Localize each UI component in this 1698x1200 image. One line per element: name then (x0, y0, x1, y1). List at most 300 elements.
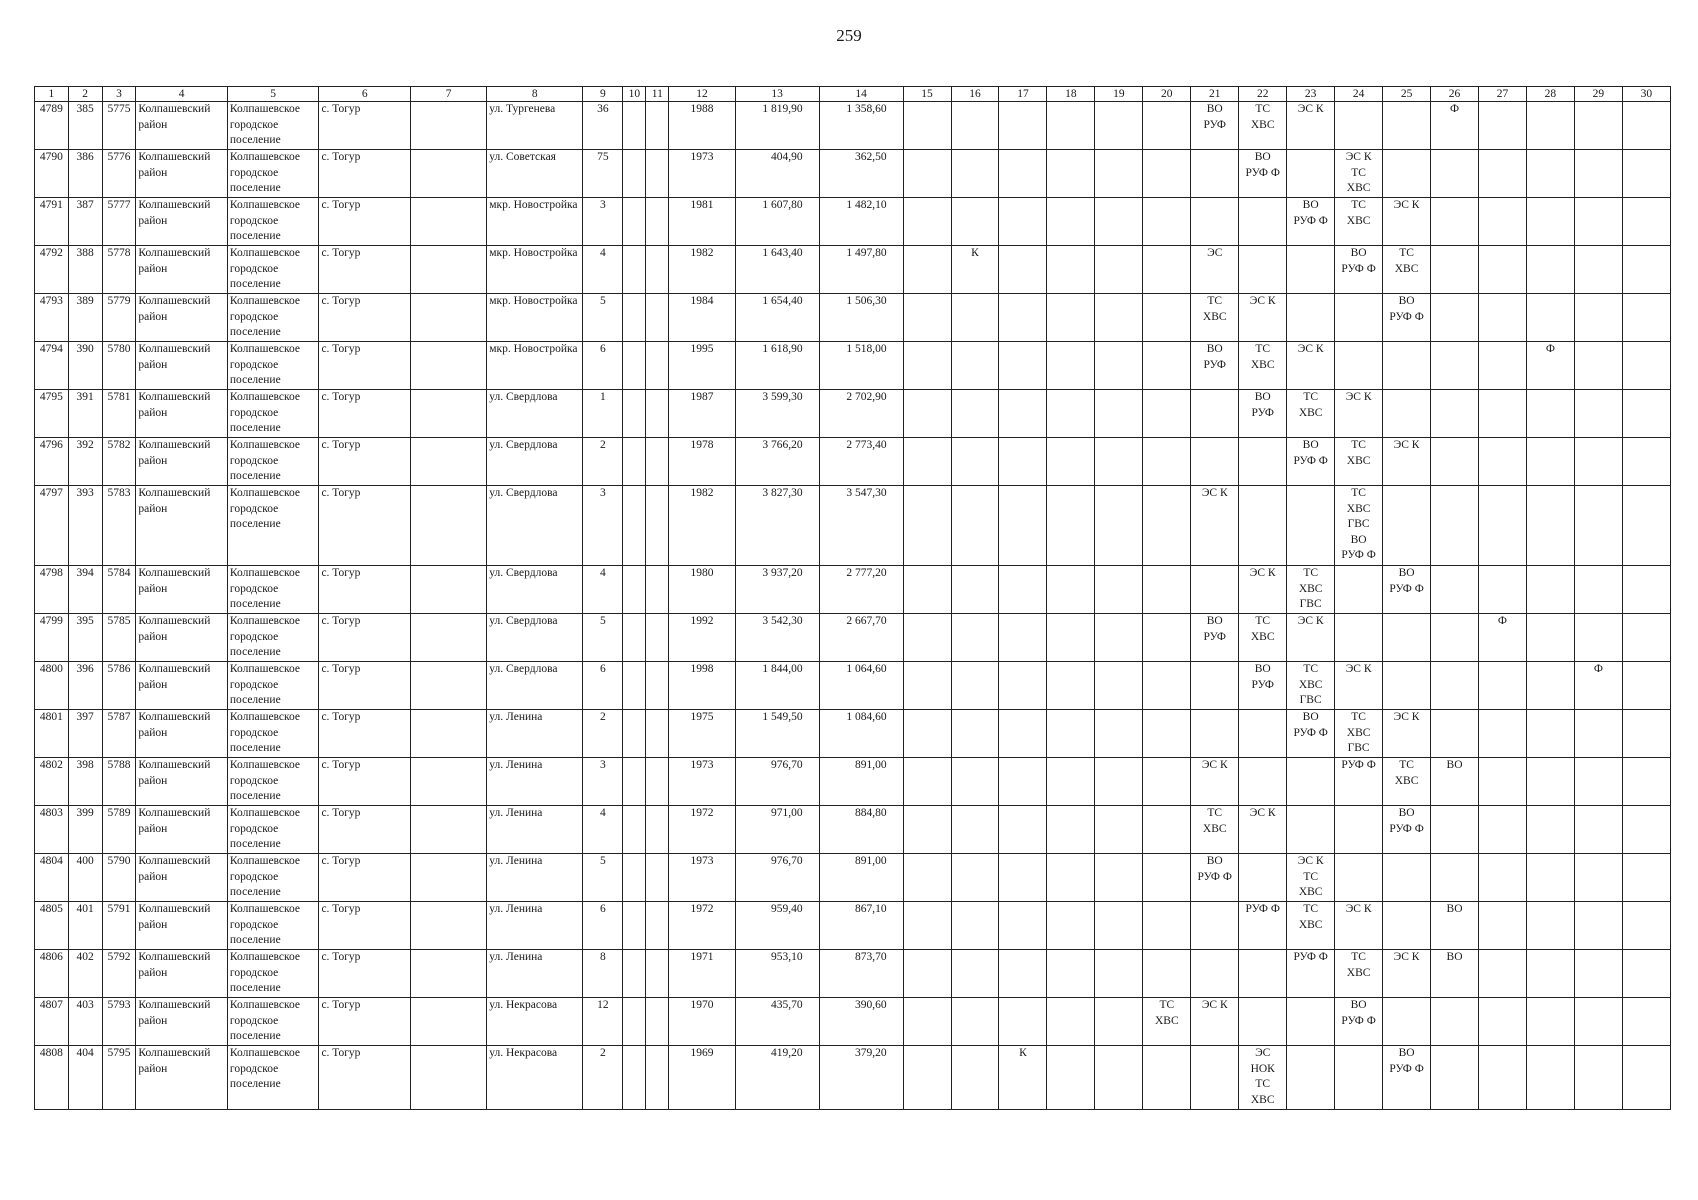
locality-cell: с. Тогур (319, 390, 411, 438)
work-column-24-cell (1335, 806, 1383, 854)
table-row (35, 102, 1671, 150)
table-row (35, 614, 1671, 662)
total-area-cell: 953,10 (735, 950, 819, 998)
district-cell: Колпашевский район (136, 438, 228, 486)
locality-cell: с. Тогур (319, 342, 411, 390)
table-row (35, 438, 1671, 486)
column-11-cell (646, 806, 669, 854)
column-7-cell (410, 294, 486, 342)
settlement-cell: Колпашевское городское поселение (227, 1046, 319, 1110)
settlement-cell: Колпашевское городское поселение (227, 998, 319, 1046)
street-cell: ул. Свердлова (487, 662, 583, 710)
work-column-15-cell (903, 486, 951, 566)
living-area-cell: 891,00 (819, 854, 903, 902)
work-column-20-cell (1143, 902, 1191, 950)
column-10-cell (623, 246, 646, 294)
house-number-cell: 1 (583, 390, 623, 438)
work-column-25-cell: ВО РУФ Ф (1383, 294, 1431, 342)
locality-cell: с. Тогур (319, 246, 411, 294)
row-index: 4796 (35, 438, 69, 486)
street-cell: ул. Советская (487, 150, 583, 198)
column-11-cell (646, 1046, 669, 1110)
house-number-cell: 4 (583, 246, 623, 294)
work-column-24-cell: ТС ХВС (1335, 438, 1383, 486)
district-cell: Колпашевский район (136, 902, 228, 950)
column-11-cell (646, 198, 669, 246)
house-number-cell: 2 (583, 710, 623, 758)
total-area-cell: 1 607,80 (735, 198, 819, 246)
column-10-cell (623, 342, 646, 390)
row-index: 4794 (35, 342, 69, 390)
total-area-cell: 3 937,20 (735, 566, 819, 614)
work-column-23-cell (1287, 1046, 1335, 1110)
district-cell: Колпашевский район (136, 806, 228, 854)
work-column-26-cell (1431, 614, 1479, 662)
locality-cell: с. Тогур (319, 806, 411, 854)
column-number-header: 3 (102, 87, 136, 102)
work-column-29-cell (1574, 438, 1622, 486)
table-row (35, 342, 1671, 390)
record-id: 5785 (102, 614, 136, 662)
work-column-20-cell (1143, 438, 1191, 486)
work-column-23-cell (1287, 150, 1335, 198)
year-cell: 1992 (669, 614, 735, 662)
settlement-cell: Колпашевское городское поселение (227, 614, 319, 662)
work-column-22-cell: ВО РУФ Ф (1239, 150, 1287, 198)
column-11-cell (646, 950, 669, 998)
work-column-28-cell (1526, 150, 1574, 198)
work-column-18-cell (1047, 998, 1095, 1046)
work-column-28-cell (1526, 438, 1574, 486)
living-area-cell: 2 773,40 (819, 438, 903, 486)
work-column-21-cell: ЭС К (1191, 998, 1239, 1046)
work-column-22-cell (1239, 198, 1287, 246)
work-column-23-cell (1287, 486, 1335, 566)
work-column-18-cell (1047, 438, 1095, 486)
work-column-30-cell (1622, 806, 1670, 854)
work-column-26-cell: ВО (1431, 758, 1479, 806)
row-index: 4792 (35, 246, 69, 294)
work-column-24-cell: ЭС К (1335, 662, 1383, 710)
total-area-cell: 1 618,90 (735, 342, 819, 390)
column-number-header: 5 (227, 87, 319, 102)
work-column-26-cell (1431, 806, 1479, 854)
work-column-19-cell (1095, 342, 1143, 390)
work-column-19-cell (1095, 390, 1143, 438)
work-column-23-cell: ВО РУФ Ф (1287, 198, 1335, 246)
locality-cell: с. Тогур (319, 150, 411, 198)
work-column-29-cell (1574, 102, 1622, 150)
house-number-cell: 75 (583, 150, 623, 198)
row-subindex: 395 (68, 614, 102, 662)
work-column-20-cell (1143, 806, 1191, 854)
work-column-23-cell (1287, 998, 1335, 1046)
locality-cell: с. Тогур (319, 566, 411, 614)
column-10-cell (623, 902, 646, 950)
total-area-cell: 435,70 (735, 998, 819, 1046)
work-column-23-cell: ТС ХВС ГВС (1287, 566, 1335, 614)
work-column-20-cell (1143, 614, 1191, 662)
house-number-cell: 2 (583, 438, 623, 486)
year-cell: 1980 (669, 566, 735, 614)
table-row (35, 198, 1671, 246)
settlement-cell: Колпашевское городское поселение (227, 854, 319, 902)
record-id: 5777 (102, 198, 136, 246)
total-area-cell: 3 599,30 (735, 390, 819, 438)
work-column-24-cell (1335, 342, 1383, 390)
work-column-25-cell (1383, 854, 1431, 902)
column-7-cell (410, 998, 486, 1046)
table-row (35, 710, 1671, 758)
work-column-19-cell (1095, 246, 1143, 294)
work-column-28-cell (1526, 950, 1574, 998)
settlement-cell: Колпашевское городское поселение (227, 566, 319, 614)
work-column-16-cell (951, 486, 999, 566)
work-column-15-cell (903, 998, 951, 1046)
street-cell: ул. Свердлова (487, 566, 583, 614)
work-column-21-cell: ВО РУФ Ф (1191, 854, 1239, 902)
settlement-cell: Колпашевское городское поселение (227, 662, 319, 710)
column-10-cell (623, 854, 646, 902)
work-column-26-cell (1431, 246, 1479, 294)
living-area-cell: 2 777,20 (819, 566, 903, 614)
work-column-28-cell (1526, 710, 1574, 758)
work-column-29-cell (1574, 614, 1622, 662)
work-column-30-cell (1622, 854, 1670, 902)
table-row (35, 806, 1671, 854)
work-column-22-cell: ЭС К (1239, 294, 1287, 342)
work-column-22-cell: ЭС К (1239, 566, 1287, 614)
district-cell: Колпашевский район (136, 486, 228, 566)
work-column-16-cell (951, 150, 999, 198)
work-column-16-cell (951, 198, 999, 246)
work-column-27-cell (1479, 758, 1527, 806)
work-column-24-cell: ТС ХВС (1335, 950, 1383, 998)
settlement-cell: Колпашевское городское поселение (227, 710, 319, 758)
work-column-23-cell: ВО РУФ Ф (1287, 710, 1335, 758)
work-column-16-cell (951, 758, 999, 806)
work-column-18-cell (1047, 102, 1095, 150)
column-10-cell (623, 566, 646, 614)
living-area-cell: 1 482,10 (819, 198, 903, 246)
row-index: 4804 (35, 854, 69, 902)
district-cell: Колпашевский район (136, 758, 228, 806)
row-subindex: 385 (68, 102, 102, 150)
settlement-cell: Колпашевское городское поселение (227, 342, 319, 390)
column-10-cell (623, 950, 646, 998)
locality-cell: с. Тогур (319, 486, 411, 566)
work-column-17-cell (999, 150, 1047, 198)
work-column-21-cell (1191, 198, 1239, 246)
work-column-29-cell (1574, 486, 1622, 566)
table-row (35, 246, 1671, 294)
street-cell: ул. Свердлова (487, 390, 583, 438)
work-column-29-cell (1574, 902, 1622, 950)
work-column-30-cell (1622, 614, 1670, 662)
work-column-17-cell (999, 294, 1047, 342)
work-column-28-cell (1526, 806, 1574, 854)
work-column-24-cell: РУФ Ф (1335, 758, 1383, 806)
column-11-cell (646, 342, 669, 390)
total-area-cell: 1 549,50 (735, 710, 819, 758)
work-column-29-cell (1574, 342, 1622, 390)
district-cell: Колпашевский район (136, 198, 228, 246)
row-index: 4808 (35, 1046, 69, 1110)
work-column-28-cell (1526, 854, 1574, 902)
work-column-21-cell: ТС ХВС (1191, 294, 1239, 342)
table-row (35, 150, 1671, 198)
house-number-cell: 6 (583, 902, 623, 950)
year-cell: 1982 (669, 486, 735, 566)
column-number-header: 23 (1287, 87, 1335, 102)
work-column-26-cell (1431, 854, 1479, 902)
locality-cell: с. Тогур (319, 950, 411, 998)
work-column-28-cell (1526, 1046, 1574, 1110)
year-cell: 1984 (669, 294, 735, 342)
row-subindex: 390 (68, 342, 102, 390)
work-column-26-cell: ВО (1431, 950, 1479, 998)
work-column-21-cell: ВО РУФ (1191, 342, 1239, 390)
work-column-25-cell (1383, 998, 1431, 1046)
row-subindex: 396 (68, 662, 102, 710)
work-column-17-cell (999, 758, 1047, 806)
table-row (35, 294, 1671, 342)
work-column-29-cell (1574, 950, 1622, 998)
year-cell: 1982 (669, 246, 735, 294)
work-column-16-cell (951, 102, 999, 150)
column-number-header: 1 (35, 87, 69, 102)
column-7-cell (410, 758, 486, 806)
work-column-30-cell (1622, 342, 1670, 390)
settlement-cell: Колпашевское городское поселение (227, 806, 319, 854)
work-column-22-cell: ВО РУФ (1239, 390, 1287, 438)
work-column-23-cell (1287, 806, 1335, 854)
work-column-18-cell (1047, 710, 1095, 758)
column-11-cell (646, 566, 669, 614)
column-11-cell (646, 662, 669, 710)
work-column-16-cell (951, 390, 999, 438)
work-column-24-cell: ТС ХВС ГВС (1335, 710, 1383, 758)
work-column-18-cell (1047, 198, 1095, 246)
work-column-24-cell (1335, 614, 1383, 662)
column-7-cell (410, 150, 486, 198)
year-cell: 1987 (669, 390, 735, 438)
work-column-17-cell (999, 390, 1047, 438)
work-column-25-cell: ВО РУФ Ф (1383, 1046, 1431, 1110)
work-column-28-cell (1526, 662, 1574, 710)
year-cell: 1998 (669, 662, 735, 710)
work-column-25-cell: ЭС К (1383, 950, 1431, 998)
locality-cell: с. Тогур (319, 614, 411, 662)
work-column-23-cell: ЭС К (1287, 102, 1335, 150)
work-column-30-cell (1622, 102, 1670, 150)
work-column-17-cell (999, 198, 1047, 246)
work-column-27-cell (1479, 806, 1527, 854)
column-11-cell (646, 758, 669, 806)
work-column-27-cell (1479, 566, 1527, 614)
settlement-cell: Колпашевское городское поселение (227, 486, 319, 566)
row-subindex: 397 (68, 710, 102, 758)
work-column-15-cell (903, 150, 951, 198)
locality-cell: с. Тогур (319, 1046, 411, 1110)
work-column-17-cell (999, 486, 1047, 566)
column-number-header: 7 (410, 87, 486, 102)
work-column-27-cell (1479, 198, 1527, 246)
work-column-28-cell (1526, 294, 1574, 342)
record-id: 5793 (102, 998, 136, 1046)
work-column-22-cell: РУФ Ф (1239, 902, 1287, 950)
house-number-cell: 5 (583, 294, 623, 342)
work-column-29-cell: Ф (1574, 662, 1622, 710)
district-cell: Колпашевский район (136, 246, 228, 294)
record-id: 5782 (102, 438, 136, 486)
work-column-21-cell: ВО РУФ (1191, 102, 1239, 150)
work-column-16-cell (951, 806, 999, 854)
column-11-cell (646, 902, 669, 950)
locality-cell: с. Тогур (319, 438, 411, 486)
work-column-25-cell: ТС ХВС (1383, 246, 1431, 294)
work-column-27-cell (1479, 710, 1527, 758)
work-column-28-cell (1526, 566, 1574, 614)
column-7-cell (410, 486, 486, 566)
work-column-28-cell (1526, 486, 1574, 566)
house-number-cell: 6 (583, 342, 623, 390)
work-column-20-cell (1143, 566, 1191, 614)
work-column-29-cell (1574, 294, 1622, 342)
row-subindex: 389 (68, 294, 102, 342)
work-column-16-cell (951, 998, 999, 1046)
work-column-21-cell (1191, 150, 1239, 198)
work-column-16-cell: К (951, 246, 999, 294)
column-10-cell (623, 294, 646, 342)
column-number-header: 13 (735, 87, 819, 102)
living-area-cell: 873,70 (819, 950, 903, 998)
settlement-cell: Колпашевское городское поселение (227, 758, 319, 806)
work-column-22-cell (1239, 438, 1287, 486)
street-cell: ул. Ленина (487, 710, 583, 758)
house-number-cell: 3 (583, 198, 623, 246)
row-subindex: 399 (68, 806, 102, 854)
work-column-15-cell (903, 438, 951, 486)
year-cell: 1973 (669, 854, 735, 902)
locality-cell: с. Тогур (319, 854, 411, 902)
column-11-cell (646, 150, 669, 198)
record-id: 5789 (102, 806, 136, 854)
work-column-27-cell (1479, 390, 1527, 438)
work-column-19-cell (1095, 102, 1143, 150)
work-column-25-cell: ВО РУФ Ф (1383, 806, 1431, 854)
column-7-cell (410, 198, 486, 246)
work-column-18-cell (1047, 390, 1095, 438)
work-column-23-cell: ТС ХВС (1287, 390, 1335, 438)
work-column-21-cell (1191, 438, 1239, 486)
row-subindex: 402 (68, 950, 102, 998)
work-column-26-cell (1431, 150, 1479, 198)
column-number-header: 9 (583, 87, 623, 102)
column-number-header: 24 (1335, 87, 1383, 102)
work-column-19-cell (1095, 662, 1143, 710)
total-area-cell: 1 654,40 (735, 294, 819, 342)
work-column-17-cell (999, 998, 1047, 1046)
column-number-header: 15 (903, 87, 951, 102)
column-11-cell (646, 246, 669, 294)
work-column-15-cell (903, 614, 951, 662)
work-column-20-cell (1143, 390, 1191, 438)
total-area-cell: 404,90 (735, 150, 819, 198)
column-11-cell (646, 390, 669, 438)
table-body (35, 102, 1671, 1110)
row-subindex: 400 (68, 854, 102, 902)
work-column-18-cell (1047, 294, 1095, 342)
column-7-cell (410, 1046, 486, 1110)
district-cell: Колпашевский район (136, 1046, 228, 1110)
work-column-24-cell (1335, 566, 1383, 614)
work-column-26-cell (1431, 342, 1479, 390)
year-cell: 1995 (669, 342, 735, 390)
column-10-cell (623, 102, 646, 150)
year-cell: 1971 (669, 950, 735, 998)
work-column-28-cell: Ф (1526, 342, 1574, 390)
work-column-21-cell (1191, 902, 1239, 950)
work-column-22-cell (1239, 246, 1287, 294)
settlement-cell: Колпашевское городское поселение (227, 102, 319, 150)
column-number-header: 26 (1431, 87, 1479, 102)
column-7-cell (410, 854, 486, 902)
column-7-cell (410, 950, 486, 998)
street-cell: мкр. Новостройка (487, 294, 583, 342)
work-column-16-cell (951, 566, 999, 614)
work-column-24-cell: ЭС К (1335, 902, 1383, 950)
work-column-27-cell (1479, 902, 1527, 950)
work-column-30-cell (1622, 438, 1670, 486)
work-column-25-cell (1383, 662, 1431, 710)
locality-cell: с. Тогур (319, 902, 411, 950)
work-column-24-cell: ЭС К ТС ХВС (1335, 150, 1383, 198)
work-column-19-cell (1095, 150, 1143, 198)
column-number-header: 29 (1574, 87, 1622, 102)
column-11-cell (646, 486, 669, 566)
column-7-cell (410, 102, 486, 150)
work-column-30-cell (1622, 390, 1670, 438)
work-column-28-cell (1526, 246, 1574, 294)
table-row (35, 950, 1671, 998)
record-id: 5778 (102, 246, 136, 294)
work-column-22-cell: ТС ХВС (1239, 342, 1287, 390)
record-id: 5787 (102, 710, 136, 758)
living-area-cell: 867,10 (819, 902, 903, 950)
work-column-18-cell (1047, 150, 1095, 198)
record-id: 5783 (102, 486, 136, 566)
street-cell: ул. Свердлова (487, 486, 583, 566)
column-11-cell (646, 854, 669, 902)
work-column-29-cell (1574, 1046, 1622, 1110)
work-column-27-cell (1479, 998, 1527, 1046)
district-cell: Колпашевский район (136, 390, 228, 438)
column-number-header: 17 (999, 87, 1047, 102)
column-11-cell (646, 998, 669, 1046)
work-column-25-cell: ЭС К (1383, 438, 1431, 486)
work-column-17-cell (999, 102, 1047, 150)
district-cell: Колпашевский район (136, 998, 228, 1046)
work-column-17-cell (999, 950, 1047, 998)
column-number-header: 6 (319, 87, 411, 102)
work-column-30-cell (1622, 950, 1670, 998)
work-column-24-cell: ТС ХВС ГВС ВО РУФ Ф (1335, 486, 1383, 566)
year-cell: 1975 (669, 710, 735, 758)
work-column-26-cell (1431, 486, 1479, 566)
house-number-cell: 8 (583, 950, 623, 998)
work-column-23-cell: РУФ Ф (1287, 950, 1335, 998)
